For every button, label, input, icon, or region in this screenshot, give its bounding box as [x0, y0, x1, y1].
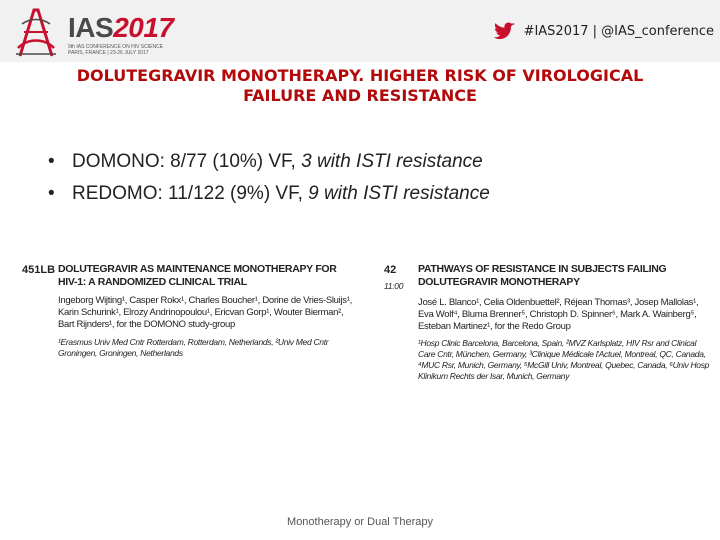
eiffel-tower-icon [14, 4, 58, 58]
bullet-redomo [48, 178, 490, 210]
study-result: 8/77 (10%) VF, [164, 151, 302, 172]
abstract-id: 42 [384, 264, 397, 276]
bullet-list [48, 146, 490, 210]
abstract-time: 11:00 [384, 281, 404, 291]
abstract-affiliations: ¹Erasmus Univ Med Cntr Rotterdam, Rotterdam, Netherlands, ²Univ Med Cntr Groningen, Groningen, Netherlands [58, 337, 329, 358]
twitter-bird-icon [494, 22, 516, 40]
study-resistance: 9 with ISTI resistance [308, 183, 490, 204]
social-hashtag: #IAS2017 | @IAS_conference [523, 24, 714, 39]
bullet-marker: • [48, 183, 55, 204]
abstract-authors: Ingeborg Wijting¹, Casper Rokx¹, Charles Boucher¹, Dorine de Vries-Sluijs¹, Karin Schurink¹, Elrozy Andrinopoulou¹, Ericvan Gorp¹, Wouter Bierman², Bart Rijnders¹, for the DOMONO study-group [58, 295, 352, 330]
ias-logo [14, 4, 174, 58]
abstract-authors: José L. Blanco¹, Celia Oldenbuettel², Réjean Thomas³, Josep Mallolas¹, Eva Wolf⁴, Bluma Brenner⁵, Christoph D. Spinner⁶, Mark A. Wainberg⁵, Esteban Martinez¹, for the Redo Group [418, 297, 699, 332]
logo-wordmark: IAS2017 [68, 12, 174, 43]
slide-footer: Monotherapy or Dual Therapy [287, 516, 433, 528]
abstract-title: PATHWAYS OF RESISTANCE IN SUBJECTS FAILING DOLUTEGRAVIR MONOTHERAPY [418, 263, 667, 288]
study-resistance: 3 with ISTI resistance [301, 151, 483, 172]
logo-subtitle: 9th IAS CONFERENCE ON HIV SCIENCE PARIS, FRANCE | 23-26 JULY 2017 [68, 44, 164, 56]
study-name: REDOMO: [72, 183, 163, 204]
study-result: 11/122 (9%) VF, [162, 183, 309, 204]
bullet-marker: • [48, 151, 55, 172]
study-name: DOMONO: [72, 151, 165, 172]
slide-title: DOLUTEGRAVIR MONOTHERAPY. HIGHER RISK OF VIROLOGICAL FAILURE AND RESISTANCE [76, 66, 644, 105]
abstract-id: 451LB [22, 264, 56, 276]
abstract-title: DOLUTEGRAVIR AS MAINTENANCE MONOTHERAPY FOR HIV-1: A RANDOMIZED CLINICAL TRIAL [58, 263, 337, 288]
bullet-domono [48, 146, 490, 178]
header-band [0, 0, 720, 62]
abstract-affiliations: ¹Hosp Clinic Barcelona, Barcelona, Spain, ²MVZ Karlsplatz, HIV Rsr and Clinical Care Cntr, München, Germany, ³Clinique Médicale l'Actuel, Montreal, QC, Canada, ⁴MUC Rsr, Munich, Germany, ⁵McGill Univ, Montreal, Quebec, Canada, ⁶Univ Hosp Klinikum Rechts der Isar, Munich, Germany [418, 338, 710, 381]
